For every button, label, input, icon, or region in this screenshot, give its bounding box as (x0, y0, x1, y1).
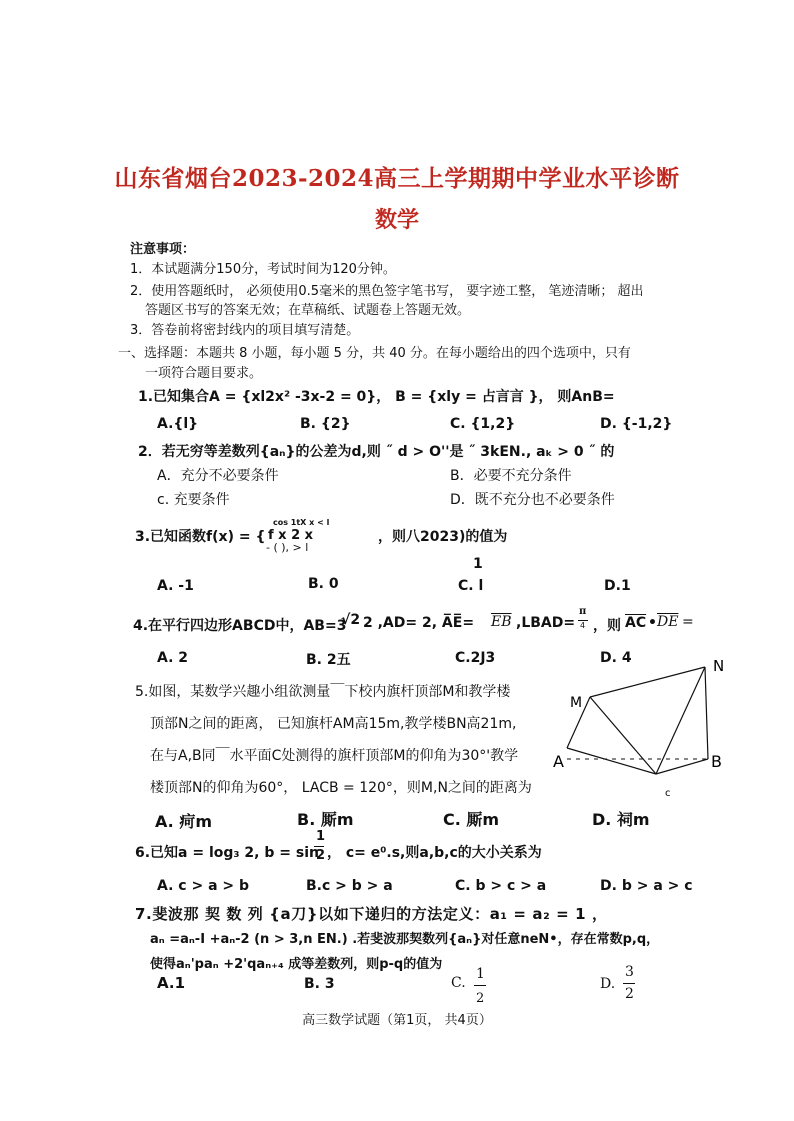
q7-option-c-label: C. (451, 975, 466, 991)
q5-line1: 5.如图，某数学兴趣小组欲测量￣下校内旗杆顶部M和教学楼 (135, 684, 511, 700)
notice-item-2: 2．使用答题纸时， 必须使用0.5毫米的黑色签字笔书写， 要字迹工整， 笔迹清晰； 超出 (130, 284, 644, 299)
q7-line1: 7.斐波那 契 数 列 {a刀}以如下递归的方法定义：a₁ = a₂ = 1 ， (135, 905, 608, 923)
q5-label-b: B (711, 752, 722, 771)
q5-edge-mc (590, 697, 656, 774)
q4-stem-mid2: ,LBAD= (516, 615, 576, 631)
q3-piece-bot: - ( ), > l (266, 541, 309, 554)
subject-heading: 数学 (374, 207, 419, 233)
q4-option-b: B. 2五 (306, 652, 351, 668)
q4-option-d: D. 4 (600, 650, 632, 666)
q7-option-c-den: 2 (476, 991, 485, 1006)
q7-option-d-num: 3 (625, 964, 634, 980)
q6-option-c: C. b > c > a (455, 878, 547, 894)
page-footer: 高三数学试题（第1页， 共4页） (302, 1013, 492, 1028)
q1-option-c: C. {1,2} (450, 416, 516, 432)
q3-piece-mid: f x 2 x (268, 528, 314, 543)
q4-dot: • (648, 615, 657, 631)
q4-option-a: A. 2 (157, 650, 189, 666)
notice-item-1: 1．本试题满分150分，考试时间为120分钟。 (130, 262, 396, 277)
q2-option-a: A．充分不必要条件 (157, 468, 279, 484)
q7-option-d-den: 2 (625, 986, 634, 1002)
q1-option-d: D. {-1,2} (600, 416, 673, 432)
q7-option-c-line (474, 985, 486, 986)
q5-edge-cb (656, 759, 708, 774)
q4-frac-top: π (579, 606, 587, 617)
q6-frac-top: 1 (316, 829, 326, 844)
q3-option-d: D.1 (604, 578, 631, 594)
q4-vector-eb: $\overline{EB}$ (491, 614, 512, 630)
q2-option-d: D．既不充分也不必要条件 (450, 492, 615, 508)
q5-line3: 在与A,B同￣水平面C处测得的旗杆顶部M的仰角为30°'教学 (150, 748, 519, 764)
q1-option-a: A.{l} (157, 416, 199, 432)
q4-frac-bot: 4 (580, 621, 586, 630)
q5-edge-mn (590, 667, 705, 697)
q5-option-d: D. 祠m (592, 810, 650, 829)
q4-stem-post: ，则 (593, 618, 621, 634)
q5-edge-nc (656, 667, 705, 774)
q5-label-a: A (553, 752, 564, 771)
q5-line4: 楼顶部N的仰角为60°， LACB = 120°，则M,N之间的距离为 (150, 780, 532, 796)
section1-line2: 一项符合题目要求。 (145, 366, 263, 381)
section1-line1: 一、选择题：本题共 8 小题，每小题 5 分，共 40 分。在每小题给出的四个选项中，只有 (118, 346, 631, 361)
q3-piece-top: cos 1tX x < l (273, 518, 330, 527)
q4-vector-ac: $\overline{AC}$ (625, 615, 647, 631)
q6-option-a: A. c > a > b (157, 878, 250, 894)
q1-option-b: B. {2} (300, 416, 351, 432)
q3-stem-pre: 3.已知函数f(x) = { (135, 529, 266, 545)
q5-option-b: B. 厮m (297, 810, 354, 829)
q7-line3: 使得aₙ'paₙ +2'qaₙ₊₄ 成等差数列，则p-q的值为 (150, 957, 443, 972)
q2-option-c: c. 充要条件 (157, 492, 230, 508)
q2-stem: 2．若无穷等差数列{aₙ}的公差为d,则 ˝ d > O''是 ˝ 3kEN., aₖ > 0 ˝ 的 (138, 444, 615, 460)
notice-heading: 注意事项： (130, 242, 196, 257)
q1-stem: 1.已知集合A = {xl2x² -3x-2 = 0}， B = {xly = 占言言 }， 则AnB= (138, 389, 615, 405)
q4-stem-mid: 2 ,AD= 2, A̅E̅= (363, 615, 475, 631)
notice-item-3: 3．答卷前将密封线内的项目填写清楚。 (130, 323, 360, 338)
q6-frac-bot: 2 (316, 848, 326, 863)
q2-option-b: B．必要不充分条件 (450, 468, 572, 484)
q7-option-a: A.1 (157, 974, 186, 992)
q7-line2: aₙ =aₙ-I +aₙ-2 (n > 3,n EN.) .若斐波那契数列{aₙ}对任意neN•，存在常数p,q， (150, 932, 660, 947)
q7-option-c-num: 1 (476, 966, 485, 982)
q4-equals: = (682, 614, 694, 630)
q5-edge-nb (705, 667, 708, 759)
q5-label-n: N (713, 657, 725, 675)
q3-stem-post: ，则八2023)的值为 (378, 529, 508, 545)
q7-option-d-label: D. (600, 976, 616, 992)
q4-sqrt: √2 (341, 612, 361, 628)
q3-option-a: A. -1 (157, 578, 194, 594)
q5-option-c: C. 厮m (443, 810, 500, 829)
q5-label-c: c (665, 788, 671, 799)
q6-frac-line (314, 846, 324, 847)
q7-option-b: B. 3 (304, 976, 335, 992)
notice-item-2-cont: 答题区书写的答案无效；在草稿纸、试题卷上答题无效。 (145, 303, 471, 318)
q5-edge-ac (567, 748, 656, 774)
q4-stem-pre: 4.在平行四边形ABCD中，AB=3 (133, 618, 347, 634)
q7-option-d-line (623, 983, 635, 984)
q5-figure (550, 652, 740, 802)
q6-option-b: B.c > b > a (306, 878, 393, 894)
q3-option-b: B. 0 (308, 576, 339, 592)
q4-vector-de: $\overline{DE}$ (657, 614, 679, 630)
q5-line2: 顶部N之间的距离， 已知旗杆AM高15m,教学楼BN高21m, (150, 716, 517, 732)
q3-option-c: C. l (458, 578, 484, 594)
page-title: 山东省烟台2023-2024高三上学期期中学业水平诊断 (114, 165, 680, 192)
q5-option-a: A. 疴m (155, 812, 213, 831)
q6-option-d: D. b > a > c (600, 878, 693, 894)
q5-label-m: M (570, 695, 583, 711)
q3-option-c-top: 1 (473, 556, 483, 572)
q4-option-c: C.2J3 (455, 650, 496, 666)
q6-stem-post: ， c= e⁰.s,则a,b,c的大小关系为 (327, 845, 542, 861)
q6-stem-pre: 6.已知a = log₃ 2, b = sin (135, 845, 319, 861)
